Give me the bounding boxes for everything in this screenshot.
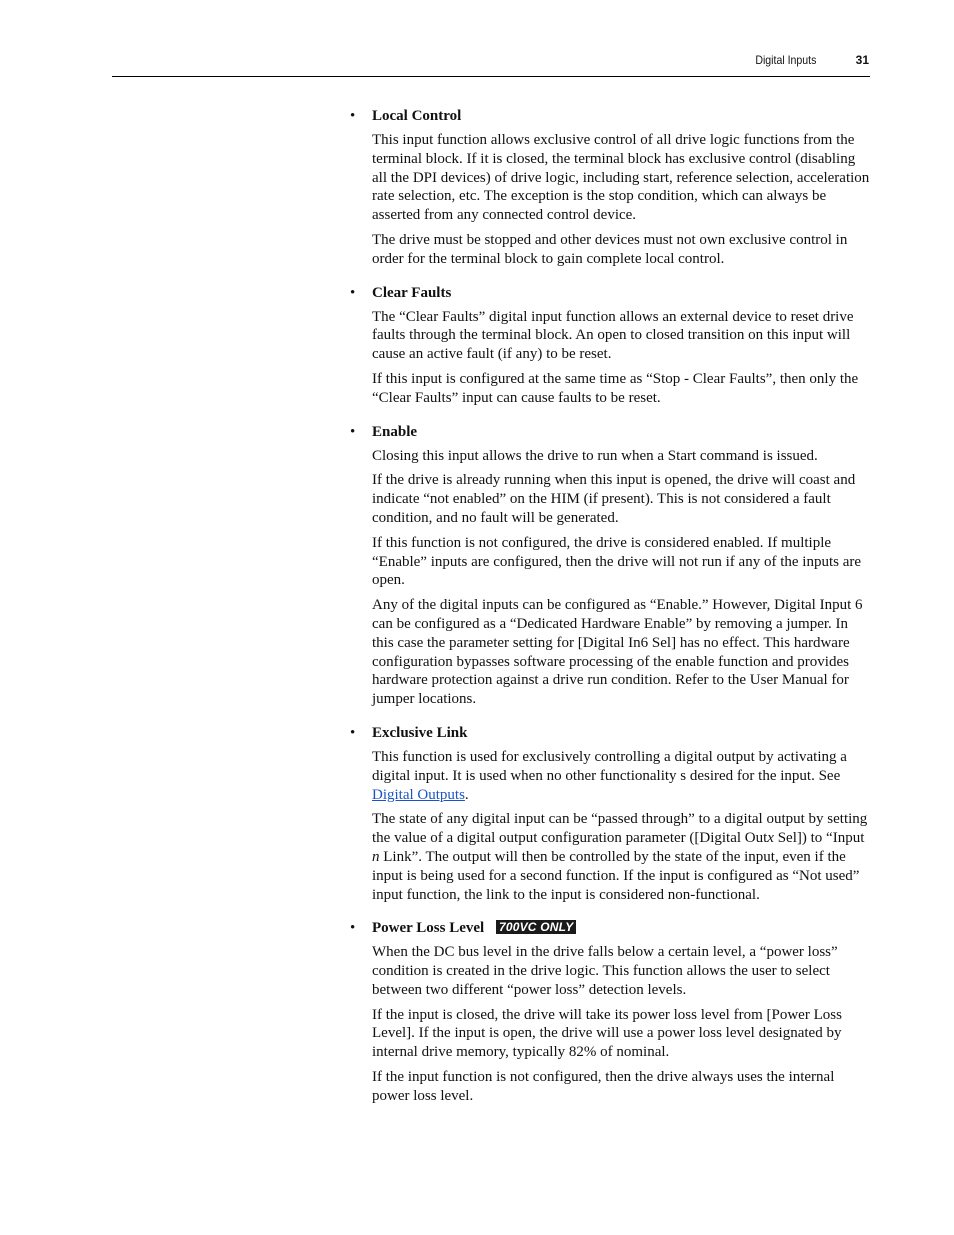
paragraph: If the input is closed, the drive will take its power loss level from [Power Loss Level]. If the input is open, the drive will use a power loss level designated by internal drive memory, typically 82% of nominal. [372, 1006, 842, 1061]
section-title: Digital Inputs [754, 53, 816, 67]
bullet-icon: • [350, 423, 356, 440]
item-heading [350, 918, 870, 938]
paragraph-text: . [464, 786, 469, 803]
bullet-icon: • [350, 724, 356, 741]
page-header [112, 52, 870, 77]
paragraph: When the DC bus level in the drive falls below a certain level, a “power loss” condition is created in the drive logic. This function allows the user to select between two different “power loss” detection levels. [372, 944, 838, 998]
item-title: Power Loss Level [372, 920, 485, 937]
item-title: Enable [372, 423, 418, 440]
paragraph: If this input is configured at the same time as “Stop - Clear Faults”, then only the “Clear Faults” input can cause faults to be reset. [372, 370, 859, 406]
item-enable [350, 422, 870, 709]
paragraph: This input function allows exclusive control of all drive logic functions from the terminal block. If it is closed, the terminal block has exclusive control (disabling all the DPI devices) of drive logic, including start, reference selection, acceleration rate selection, etc. The exception is the stop condition, which can always be asserted from any connected control device. [372, 132, 870, 224]
item-power-loss-level [350, 918, 870, 1105]
item-heading [350, 106, 870, 126]
page-number: 31 [855, 53, 869, 67]
item-heading [350, 283, 870, 303]
digital-outputs-link[interactable]: Digital Outputs [372, 786, 465, 803]
700vc-only-badge: 700VC ONLY [496, 920, 576, 934]
item-title: Clear Faults [372, 284, 452, 301]
paragraph: If the input function is not configured, then the drive always uses the internal power loss level. [372, 1069, 835, 1104]
bullet-icon: • [350, 108, 356, 124]
paragraph: The “Clear Faults” digital input function allows an external device to reset drive faults through the terminal block. An open to closed transition on this input will cause an active fault (if any) to be reset. [372, 308, 854, 363]
paragraph: The drive must be stopped and other devices must not own exclusive control in order for the terminal block to gain complete local control. [372, 231, 848, 267]
paragraph-text: Sel]) to “Input [773, 830, 865, 847]
item-heading [350, 422, 870, 442]
paragraph: Closing this input allows the drive to run when a Start command is issued. [372, 447, 818, 464]
paragraph [372, 748, 870, 804]
paragraph-text: The state of any digital input can be “passed through” to a digital output by setting the value of a digital output configuration parameter ([Digital Out [372, 811, 868, 847]
paragraph-text: This function is used for exclusively controlling a digital output by activating a digital input. It is used when no other functionality s desired for the input. See [372, 748, 847, 784]
paragraph: If the drive is already running when this input is opened, the drive will coast and indicate “not enabled” on the HIM (if present). This is not considered a fault condition, and no fault will be generated. [372, 472, 856, 526]
item-clear-faults [350, 283, 870, 408]
item-title: Exclusive Link [372, 724, 468, 741]
item-title: Local Control [372, 108, 462, 124]
main-content [350, 106, 870, 1120]
paragraph: If this function is not configured, the drive is considered enabled. If multiple “Enable” inputs are configured, then the drive will not run if any of the inputs are open. [372, 534, 862, 589]
bullet-icon: • [350, 920, 356, 937]
bullet-icon: • [350, 284, 356, 301]
paragraph: Any of the digital inputs can be configured as “Enable.” However, Digital Input 6 can be configured as a “Dedicated Hardware Enable” by removing a jumper. In this case the parameter setting for [Digital In6 Sel] has no effect. This hardware configuration bypasses software processing of the enable function and provides hardware protection against a drive run condition. Refer to the User Manual for jumper locations. [372, 597, 863, 708]
paragraph-text: Link”. The output will then be controlled by the state of the input, even if the input is being used for a second function. If the input is configured as “Not used” input function, the link to the input is considered non-functional. [372, 848, 860, 903]
item-heading [350, 723, 870, 743]
paragraph [372, 810, 870, 904]
variable-n: n [372, 848, 380, 865]
variable-x: x [767, 830, 774, 847]
item-exclusive-link [350, 723, 870, 904]
item-local-control [350, 106, 870, 269]
